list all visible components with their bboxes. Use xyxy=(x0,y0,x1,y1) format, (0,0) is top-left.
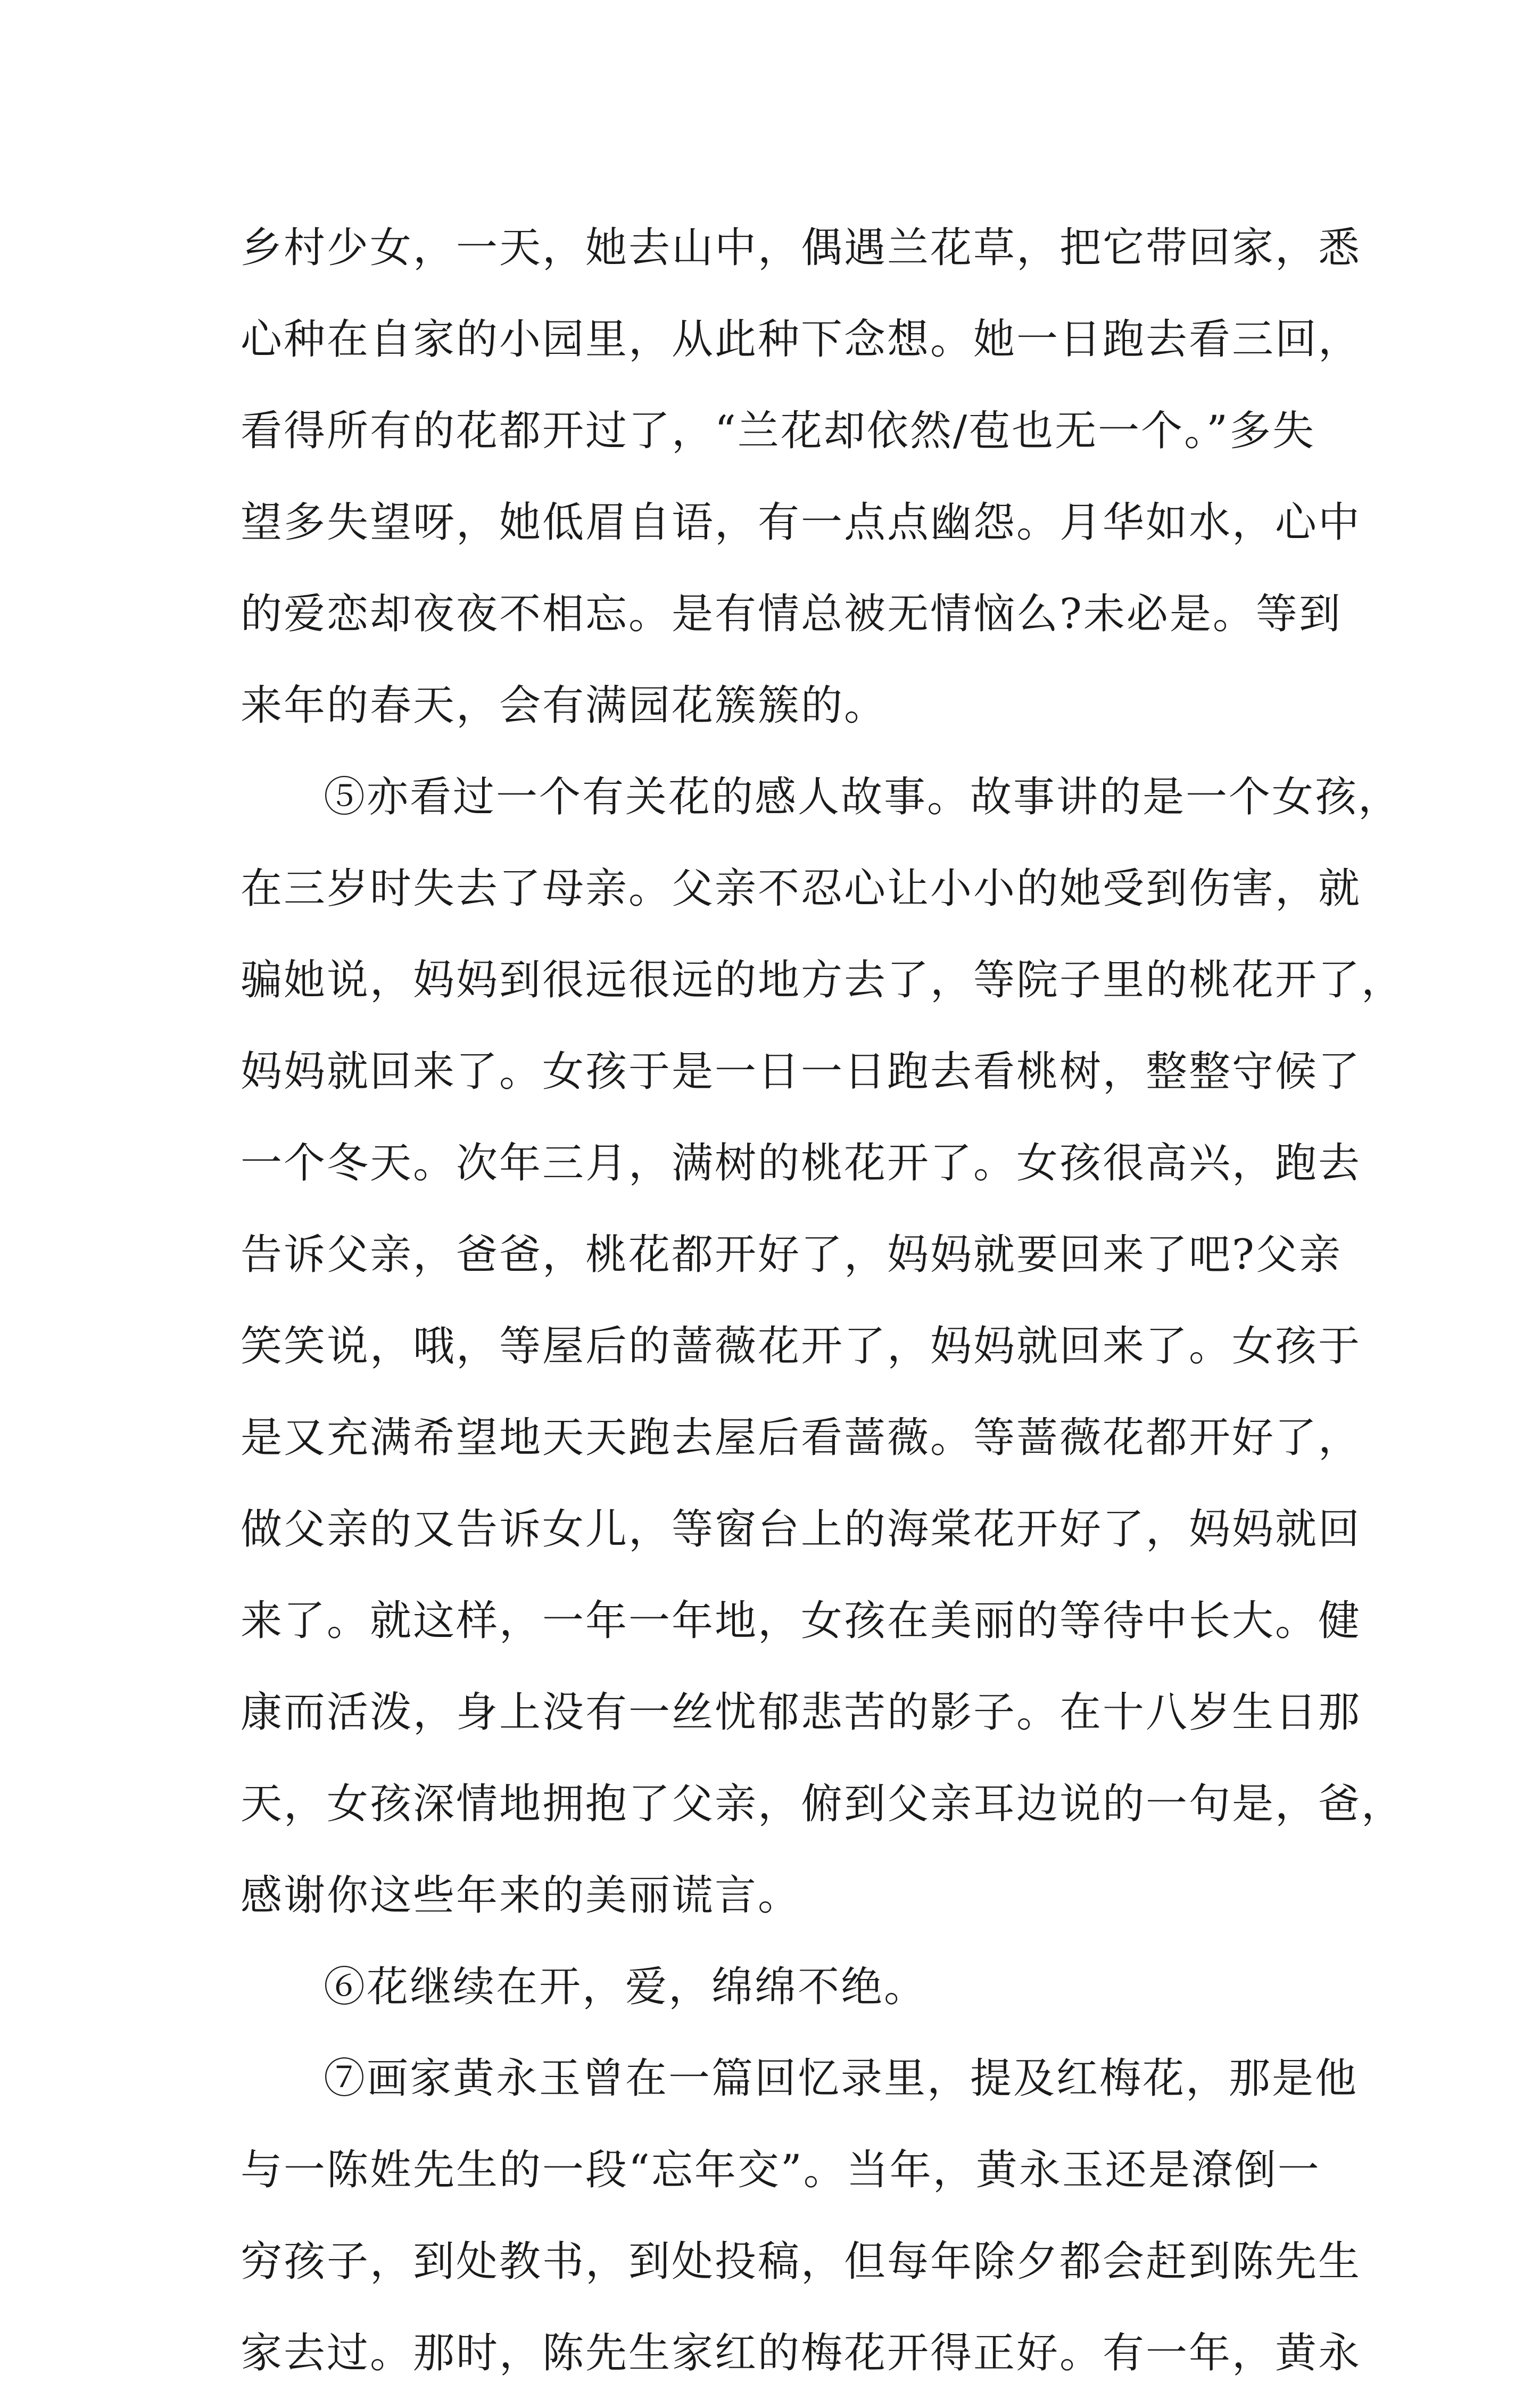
text-line-4: 望多失望呀，她低眉自语，有一点点幽怨。月华如水，心中 xyxy=(241,499,1362,547)
paragraph-7-start: ⑦画家黄永玉曾在一篇回忆录里，提及红梅花，那是他 xyxy=(324,2055,1359,2103)
paragraph-6: ⑥花继续在开，爱，绵绵不绝。 xyxy=(324,1963,928,2011)
text-line-23: 穷孩子，到处教书，到处投稿，但每年除夕都会赶到陈先生 xyxy=(241,2238,1362,2286)
text-line-10: 妈妈就回来了。女孩于是一日一日跑去看桃树，整整守候了 xyxy=(241,1048,1362,1096)
article-body xyxy=(241,202,1405,2399)
text-line-17: 康而活泼，身上没有一丝忧郁悲苦的影子。在十八岁生日那 xyxy=(241,1689,1362,1736)
text-line-14: 是又充满希望地天天跑去屋后看蔷薇。等蔷薇花都开好了， xyxy=(241,1414,1362,1462)
text-line-1: 乡村少女，一天，她去山中，偶遇兰花草，把它带回家，悉 xyxy=(241,224,1362,272)
text-line-18: 天，女孩深情地拥抱了父亲，俯到父亲耳边说的一句是，爸， xyxy=(241,1780,1405,1828)
text-line-19: 感谢你这些年来的美丽谎言。 xyxy=(241,1872,801,1920)
text-line-9: 骗她说，妈妈到很远很远的地方去了，等院子里的桃花开了， xyxy=(241,956,1405,1004)
text-line-16: 来了。就这样，一年一年地，女孩在美丽的等待中长大。健 xyxy=(241,1597,1362,1645)
text-line-3: 看得所有的花都开过了，“兰花却依然/苞也无一个。”多失 xyxy=(241,407,1316,455)
text-line-6: 来年的春天，会有满园花簇簇的。 xyxy=(241,682,888,730)
paragraph-5-start: ⑤亦看过一个有关花的感人故事。故事讲的是一个女孩， xyxy=(324,773,1402,821)
text-line-24: 家去过。那时，陈先生家红的梅花开得正好。有一年，黄永 xyxy=(241,2329,1362,2377)
text-line-13: 笑笑说，哦，等屋后的蔷薇花开了，妈妈就回来了。女孩于 xyxy=(241,1322,1362,1370)
text-line-12: 告诉父亲，爸爸，桃花都开好了，妈妈就要回来了吧?父亲 xyxy=(241,1231,1342,1279)
text-line-8: 在三岁时失去了母亲。父亲不忍心让小小的她受到伤害，就 xyxy=(241,865,1362,913)
text-line-2: 心种在自家的小园里，从此种下念想。她一日跑去看三回， xyxy=(241,316,1362,363)
text-line-22: 与一陈姓先生的一段“忘年交”。当年，黄永玉还是潦倒一 xyxy=(241,2146,1321,2194)
text-line-5: 的爱恋却夜夜不相忘。是有情总被无情恼么?未必是。等到 xyxy=(241,590,1342,638)
text-line-15: 做父亲的又告诉女儿，等窗台上的海棠花开好了，妈妈就回 xyxy=(241,1505,1362,1553)
text-line-11: 一个冬天。次年三月，满树的桃花开了。女孩很高兴，跑去 xyxy=(241,1139,1362,1187)
